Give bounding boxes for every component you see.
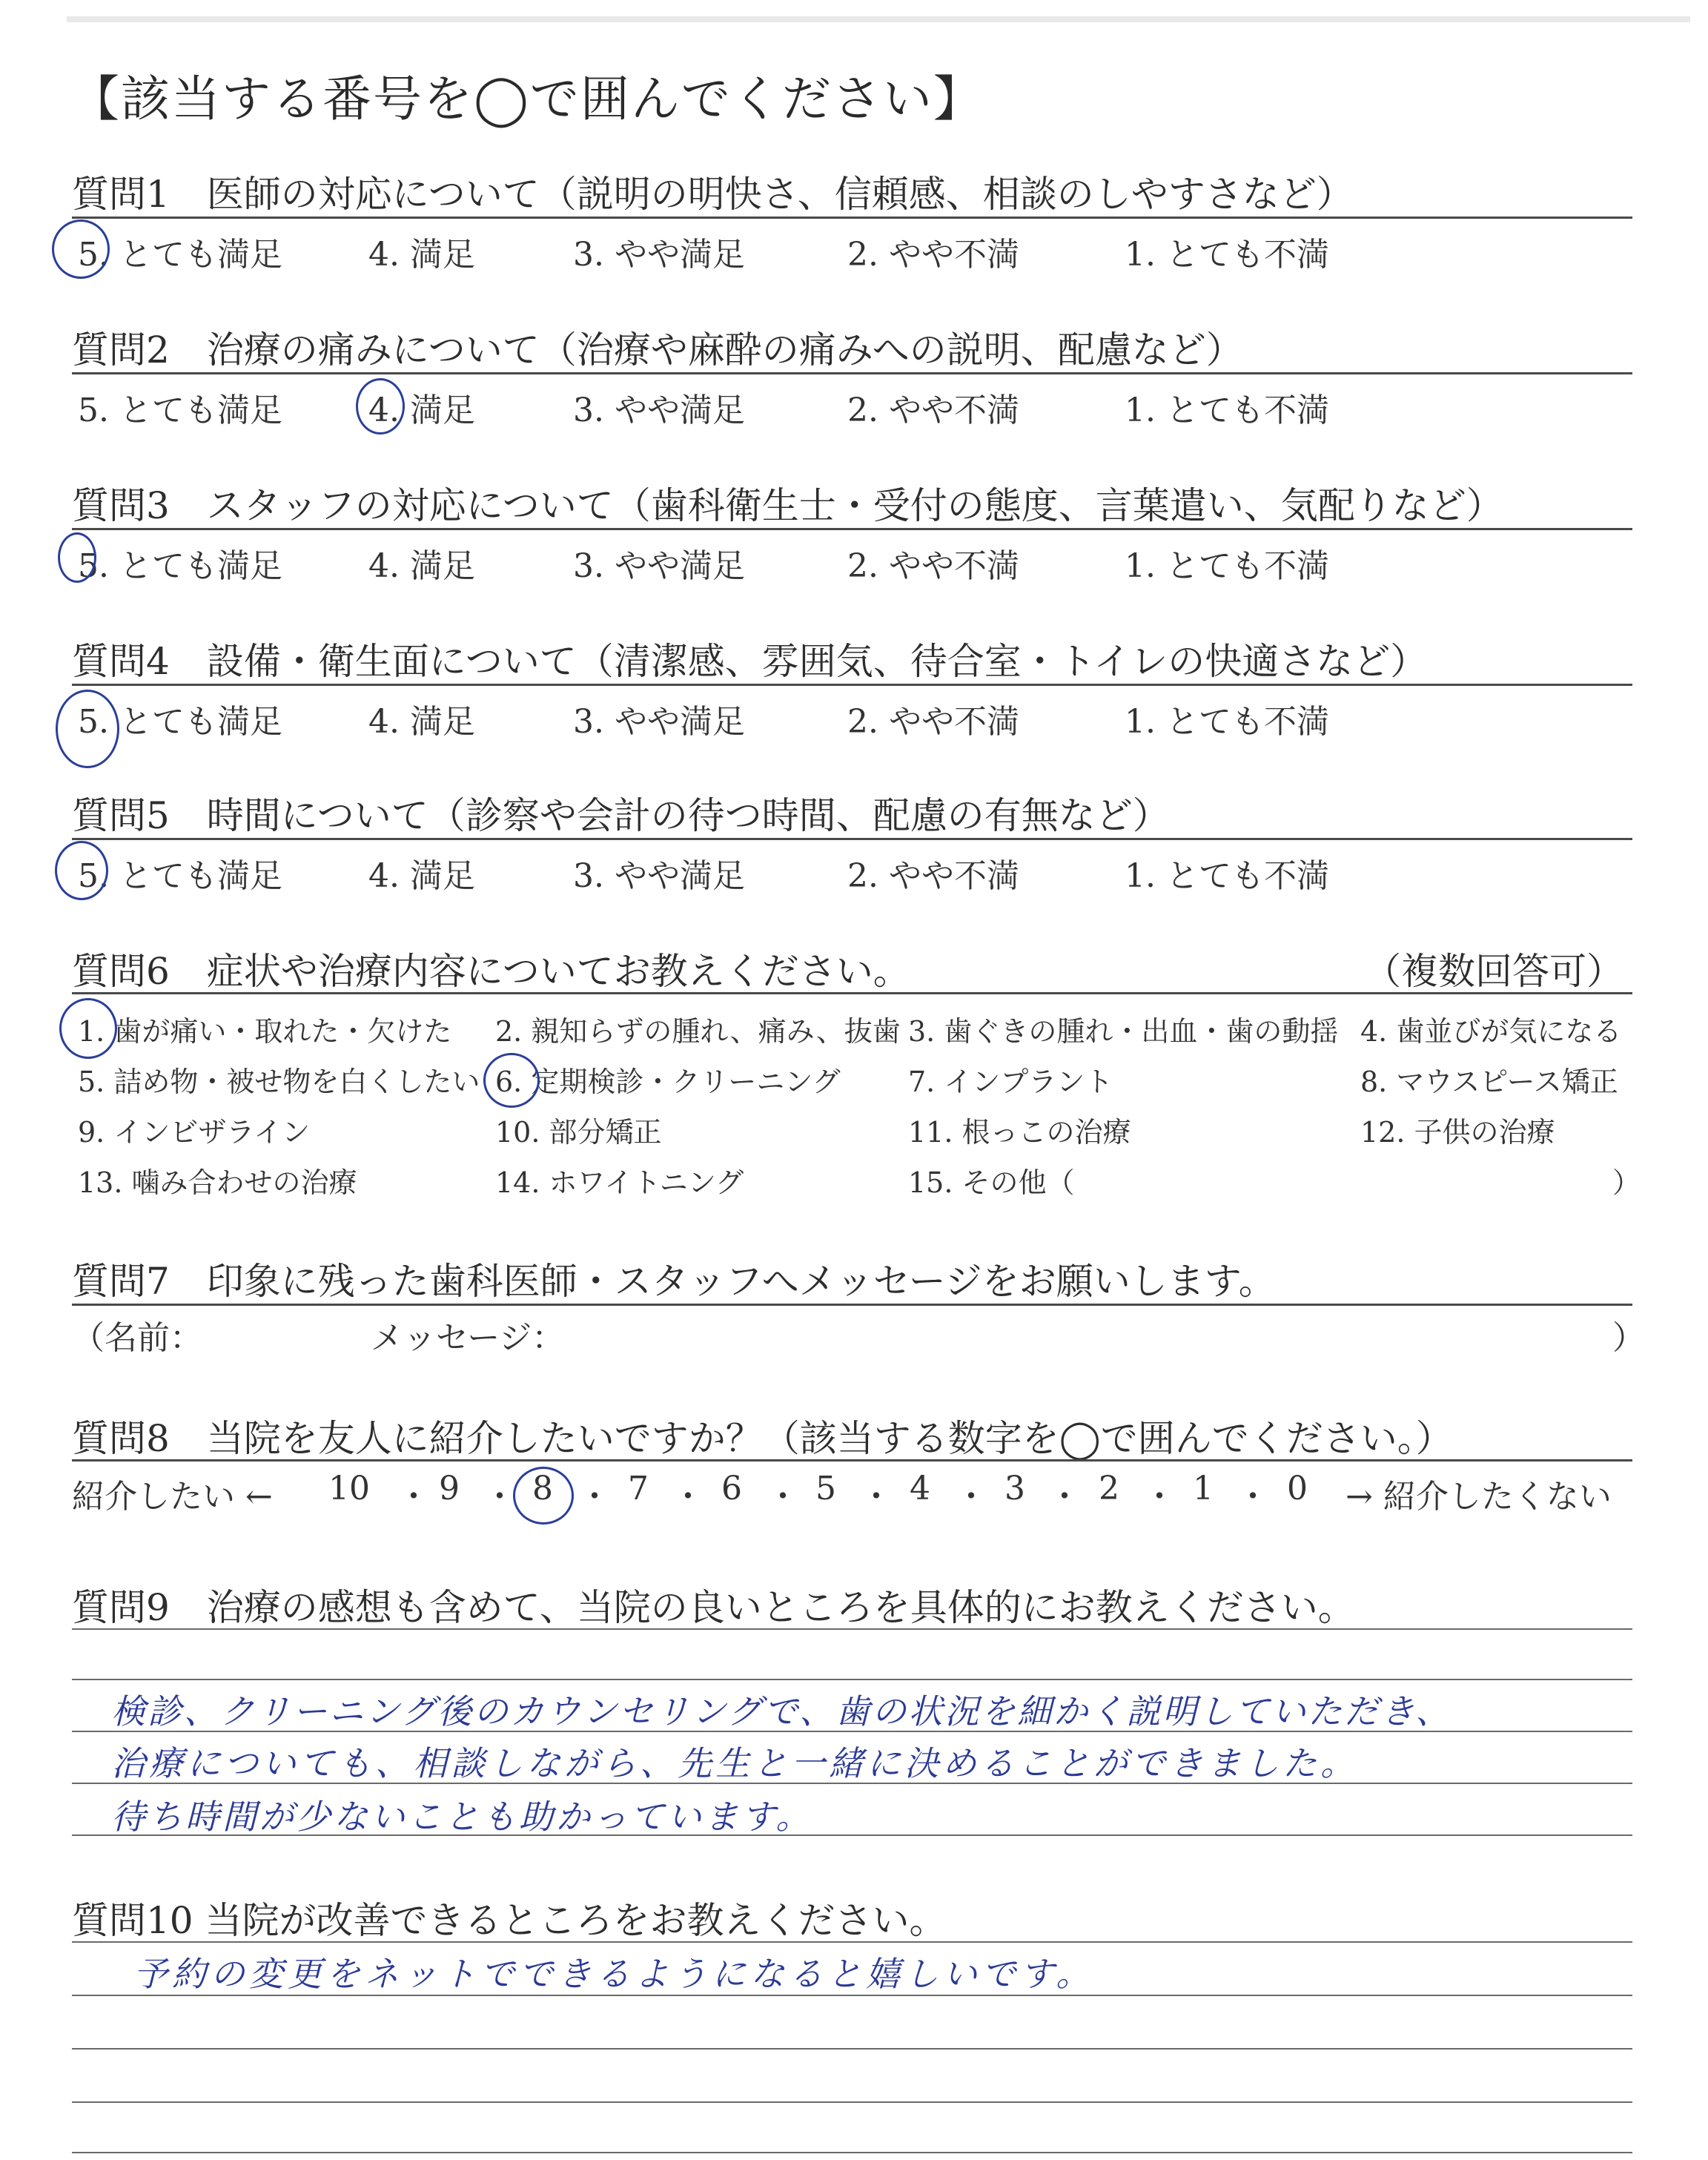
q8-scale-0[interactable]: 0 <box>1287 1470 1308 1507</box>
q6-option-1[interactable]: 1. 歯が痛い・取れた・欠けた <box>78 1015 452 1048</box>
q8-title: 質問8 当院を友人に紹介したいですか？（該当する数字を◯で囲んでください。） <box>72 1417 1453 1460</box>
q6-option-15-close: ） <box>1612 1166 1641 1199</box>
q7-rule <box>72 1304 1632 1306</box>
q2-selection-circle <box>356 378 405 435</box>
scan-edge <box>67 16 1690 22</box>
q6-option-11[interactable]: 11. 根っこの治療 <box>908 1116 1131 1149</box>
q9-answer-line-3: 待ち時間が少ないことも助かっています。 <box>111 1797 813 1837</box>
q8-scale-9[interactable]: 9 <box>439 1470 460 1507</box>
q8-scale-3[interactable]: 3 <box>1004 1470 1025 1507</box>
q10-line-2 <box>72 2048 1632 2050</box>
q8-dot-1: ・ <box>397 1478 430 1516</box>
q1-option-1[interactable]: 1. とても不満 <box>1125 236 1329 274</box>
q4-option-4[interactable]: 4. 満足 <box>368 703 475 741</box>
q1-selection-circle <box>52 219 110 279</box>
q10-answer-line-1: 予約の変更をネットでできるようになると嬉しいです。 <box>133 1954 1095 1994</box>
q6-option-13[interactable]: 13. 噛み合わせの治療 <box>78 1166 357 1199</box>
q7-name-label: （名前： <box>72 1319 202 1357</box>
q4-option-1[interactable]: 1. とても不満 <box>1125 703 1329 741</box>
q3-rule <box>72 528 1632 530</box>
q2-option-3[interactable]: 3. やや満足 <box>573 392 745 429</box>
q1-rule <box>72 217 1632 219</box>
q4-rule <box>72 684 1632 686</box>
q8-rule <box>72 1459 1632 1462</box>
q2-option-1[interactable]: 1. とても不満 <box>1125 392 1329 429</box>
q2-option-2[interactable]: 2. やや不満 <box>847 392 1019 429</box>
q3-title: 質問3 スタッフの対応について（歯科衛生士・受付の態度、言葉遣い、気配りなど） <box>72 484 1503 527</box>
q8-dot-4: ・ <box>672 1478 704 1516</box>
q6-multiple-note: （複数回答可） <box>1364 950 1623 993</box>
q6-option-5[interactable]: 5. 詰め物・被せ物を白くしたい <box>78 1066 480 1098</box>
q2-rule <box>72 372 1632 374</box>
q8-scale-10[interactable]: 10 <box>328 1470 370 1507</box>
q8-scale-4[interactable]: 4 <box>910 1470 930 1507</box>
q6-option-2[interactable]: 2. 親知らずの腫れ、痛み、抜歯 <box>495 1015 901 1048</box>
q3-option-5[interactable]: 5. とても満足 <box>78 547 282 585</box>
q10-title: 質問10 当院が改善できるところをお教えください。 <box>72 1899 947 1942</box>
q2-option-5[interactable]: 5. とても満足 <box>78 392 282 429</box>
q6-option-7[interactable]: 7. インプラント <box>908 1066 1113 1098</box>
q6-option-14[interactable]: 14. ホワイトニング <box>495 1166 744 1199</box>
q8-scale-6[interactable]: 6 <box>721 1470 742 1507</box>
q8-left-label: 紹介したい ← <box>72 1478 273 1516</box>
q2-option-4[interactable]: 4. 満足 <box>368 392 475 429</box>
q8-dot-7: ・ <box>955 1478 987 1516</box>
q1-option-4[interactable]: 4. 満足 <box>368 236 475 274</box>
q9-answer-line-1: 検診、クリーニング後のカウンセリングで、歯の状況を細かく説明していただき、 <box>111 1691 1452 1731</box>
q1-option-2[interactable]: 2. やや不満 <box>847 236 1019 274</box>
q5-selection-circle <box>55 841 108 900</box>
q7-message-label: メッセージ： <box>371 1319 565 1357</box>
q8-scale-2[interactable]: 2 <box>1099 1470 1119 1507</box>
q2-title: 質問2 治療の痛みについて（治療や麻酔の痛みへの説明、配慮など） <box>72 328 1243 371</box>
q9-line-0 <box>72 1628 1632 1630</box>
q8-dot-3: ・ <box>578 1478 611 1516</box>
q4-option-5[interactable]: 5. とても満足 <box>78 703 282 741</box>
q8-dot-9: ・ <box>1143 1478 1176 1516</box>
q7-close-paren: ） <box>1612 1319 1645 1357</box>
q3-option-1[interactable]: 1. とても不満 <box>1125 547 1329 585</box>
q6-option-10[interactable]: 10. 部分矯正 <box>495 1116 662 1149</box>
q8-dot-8: ・ <box>1048 1478 1081 1516</box>
q4-option-3[interactable]: 3. やや満足 <box>573 703 745 741</box>
q8-scale-7[interactable]: 7 <box>628 1470 649 1507</box>
q5-option-1[interactable]: 1. とても不満 <box>1125 857 1329 895</box>
q10-line-3 <box>72 2101 1632 2103</box>
q1-option-5[interactable]: 5. とても満足 <box>78 236 282 274</box>
q6-selection-circle-1 <box>59 998 117 1059</box>
q3-option-4[interactable]: 4. 満足 <box>368 547 475 585</box>
q7-title: 質問7 印象に残った歯科医師・スタッフへメッセージをお願いします。 <box>72 1260 1276 1303</box>
q8-scale-1[interactable]: 1 <box>1193 1470 1214 1507</box>
q5-option-2[interactable]: 2. やや不満 <box>847 857 1019 895</box>
q5-option-4[interactable]: 4. 満足 <box>368 857 475 895</box>
q6-option-8[interactable]: 8. マウスピース矯正 <box>1360 1066 1618 1098</box>
q6-rule <box>72 992 1632 994</box>
q6-option-15[interactable]: 15. その他（ <box>908 1166 1075 1199</box>
q6-option-12[interactable]: 12. 子供の治療 <box>1360 1116 1555 1149</box>
q5-option-5[interactable]: 5. とても満足 <box>78 857 282 895</box>
q3-option-2[interactable]: 2. やや不満 <box>847 547 1019 585</box>
q9-line-1 <box>72 1679 1632 1680</box>
q8-dot-5: ・ <box>767 1478 799 1516</box>
q9-answer-line-2: 治療についても、相談しながら、先生と一緒に決めることができました。 <box>111 1743 1359 1783</box>
q6-option-3[interactable]: 3. 歯ぐきの腫れ・出血・歯の動揺 <box>908 1015 1339 1048</box>
q8-dot-2: ・ <box>483 1478 516 1516</box>
q5-rule <box>72 838 1632 840</box>
q6-option-6[interactable]: 6. 定期検診・クリーニング <box>495 1066 841 1098</box>
q10-line-0 <box>72 1941 1632 1943</box>
q8-selection-circle <box>513 1467 574 1525</box>
q10-line-4 <box>72 2152 1632 2153</box>
q4-selection-circle <box>56 690 119 768</box>
q5-option-3[interactable]: 3. やや満足 <box>573 857 745 895</box>
q6-option-4[interactable]: 4. 歯並びが気になる <box>1360 1015 1622 1048</box>
q8-dot-6: ・ <box>860 1478 893 1516</box>
q8-scale-5[interactable]: 5 <box>815 1470 836 1507</box>
q4-option-2[interactable]: 2. やや不満 <box>847 703 1019 741</box>
q9-title: 質問9 治療の感想も含めて、当院の良いところを具体的にお教えください。 <box>72 1586 1355 1629</box>
q5-title: 質問5 時間について（診察や会計の待つ時間、配慮の有無など） <box>72 794 1170 837</box>
page-header: 【該当する番号を◯で囲んでください】 <box>70 70 984 128</box>
q4-title: 質問4 設備・衛生面について（清潔感、雰囲気、待合室・トイレの快適さなど） <box>72 640 1428 683</box>
q6-selection-circle-6 <box>483 1053 540 1108</box>
q8-scale-8[interactable]: 8 <box>532 1470 553 1507</box>
q8-right-label: → 紹介したくない <box>1345 1478 1612 1516</box>
q3-selection-circle <box>58 532 96 583</box>
q6-title: 質問6 症状や治療内容についてお教えください。 <box>72 950 910 993</box>
q6-option-9[interactable]: 9. インビザライン <box>78 1116 311 1149</box>
q3-option-3[interactable]: 3. やや満足 <box>573 547 745 585</box>
q1-title: 質問1 医師の対応について（説明の明快さ、信頼感、相談のしやすさなど） <box>72 173 1354 216</box>
q1-option-3[interactable]: 3. やや満足 <box>573 236 745 274</box>
q8-dot-10: ・ <box>1237 1478 1269 1516</box>
